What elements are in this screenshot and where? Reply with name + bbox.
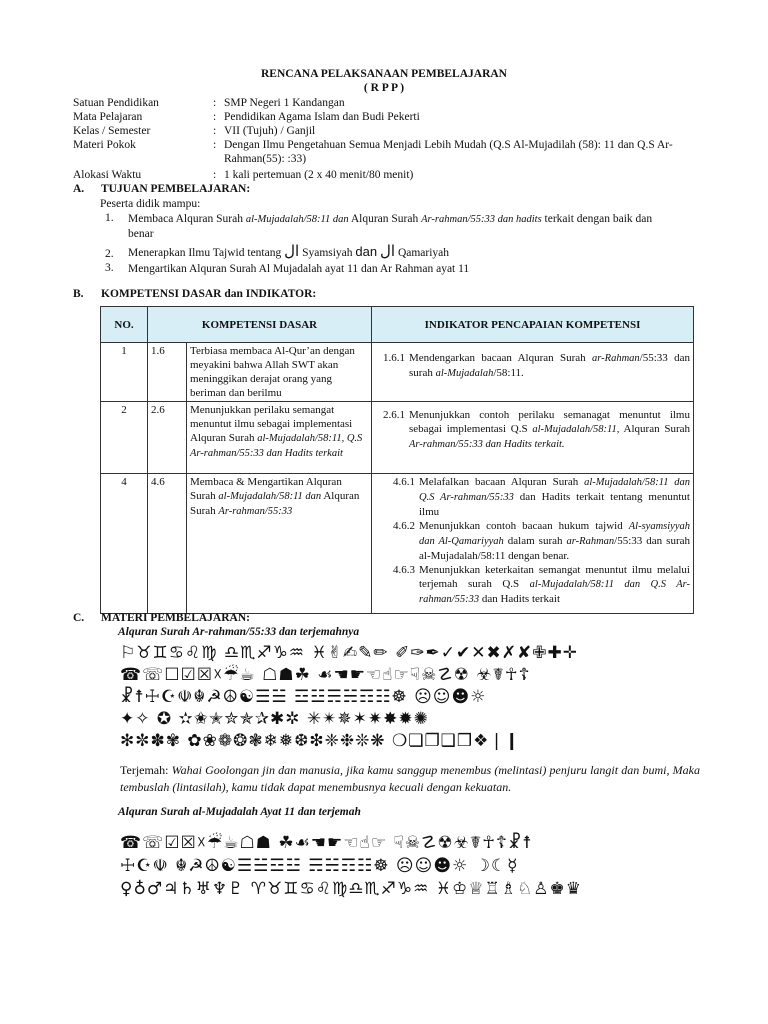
arabic-text: ال (284, 242, 300, 260)
arabic-verse-glyph-line: ☎☏☑☒☓☔☕☖☗ ☘☙☚☛☜☝☞ ☟☠☡☢☣☤☥☦☧☨ (120, 833, 533, 853)
text: Membaca Alquran Surah (128, 213, 246, 225)
section-c-heading (73, 612, 673, 626)
text-italic: ar-Rahman (566, 536, 615, 547)
arabic-verse-glyph-line: ☧☨☩☪☫☬☭☮☯☰☱ ☲☳☴☵☶☷☸ ☹☺☻☼ (120, 687, 487, 707)
terjemah-label: Terjemah: (120, 763, 172, 777)
section-b-heading (73, 288, 673, 302)
text: Menunjukkan contoh perilaku semanagat menuntut ilmu sebagai implementasi Q.S (409, 409, 690, 435)
cell-kd: Terbiasa membaca Al-Qur’an dengan meyakini bahwa Allah SWT akan meninggikan derajat orang yang beriman dan berilmu (187, 343, 372, 402)
cell-no: 2 (101, 402, 148, 474)
text: Menerapkan Ilmu Tajwid tentang (128, 247, 285, 259)
arabic-verse-glyph-line: ⚐♉♊♋♌♍ ♎♏♐♑♒ ♓✌✍✎✏ ✐✑✒✓✔✕✖✗✘✙✚✛ (120, 643, 579, 663)
text: Menunjukkan keterkaitan semangat menuntut ilmu melalui terjemah surah Q.S (419, 564, 690, 590)
table-row (101, 402, 694, 474)
colon: : (213, 125, 217, 137)
table-row (101, 474, 694, 614)
indicator-item (375, 563, 690, 607)
section-title: KOMPETENSI DASAR dan INDIKATOR: (101, 288, 317, 300)
text-italic: al-Mujadalah/58:11 dan (218, 491, 322, 502)
cell-indikator (372, 402, 694, 474)
indicator-text (409, 408, 690, 452)
cell-indikator (372, 343, 694, 402)
section-a-intro: Peserta didik mampu: (100, 198, 201, 210)
cell-no: 1 (101, 343, 148, 402)
indicator-text (419, 563, 690, 607)
colon: : (213, 139, 217, 151)
list-item (128, 244, 688, 260)
text: benar (128, 228, 154, 240)
arabic-text: ال (380, 242, 396, 260)
text: Menunjukkan perilaku semangat menuntut ilmu sebagai implementasi Alquran Surah (190, 404, 353, 444)
text: dan Hadits terkait tentang menuntut ilmu (419, 491, 690, 518)
indicator-text (419, 475, 690, 519)
value-mapel: Pendidikan Agama Islam dan Budi Pekerti (224, 111, 420, 123)
list-number: 2. (105, 248, 114, 260)
document-title: RENCANA PELAKSANAAN PEMBELAJARAN (261, 68, 507, 80)
section-title: TUJUAN PEMBELAJARAN: (101, 183, 251, 195)
indicator-number: 4.6.2 (393, 520, 415, 532)
text: Syamsiyah (299, 247, 356, 259)
value-satuan: SMP Negeri 1 Kandangan (224, 97, 345, 109)
section-letter: C. (73, 612, 85, 624)
text: /58:11. (493, 367, 524, 379)
arabic-verse-glyph-line: ☎☏☐☑☒☓☔☕ ☖☗☘ ☙☚☛☜☝☞☟☠☡☢ ☣☤☥☦ (120, 665, 531, 685)
text: /55:33 dan surah (409, 352, 691, 379)
list-number: 3. (105, 262, 114, 274)
text: Alquran Surah (190, 490, 360, 517)
text: Qamariyah (395, 247, 450, 259)
text: Alquran Surah (619, 423, 691, 435)
text-italic: Al-syamsiyyah dan Al-Qamariyyah (419, 521, 690, 547)
text: Menunjukkan contoh bacaan hukum tajwid (419, 520, 629, 532)
surah-ar-rahman-heading: Alquran Surah Ar-rahman/55:33 dan terjemahnya (118, 626, 360, 638)
text: dalam surah (503, 535, 567, 547)
arabic-verse-glyph-line: ☩☪☫ ☬☭☮☯☰☱☲☳ ☴☵☶☷☸ ☹☺☻☼ ☽☾☿ (120, 856, 519, 876)
text: /55:33 dan surah al-Mujadalah/58:11 dengan benar. (419, 535, 691, 562)
text: dan (355, 244, 378, 259)
text-italic: al-Mujadalah/58:11, (532, 424, 620, 435)
section-a-heading (73, 183, 673, 197)
text: Membaca & Mengartikan Alquran Surah (190, 476, 342, 502)
arabic-verse-glyph-line: ✦✧ ✪ ✫✬✭✮✯✰✱✲ ✳✴✵✶✷✸✹✺ (120, 709, 429, 729)
cell-kd (187, 474, 372, 614)
terjemah-text: Wahai Goolongan jin dan manusia, jika kamu sanggup menembus (melintasi) penjuru langit dan bumi, Maka tembuslah (lintasilah), kamu tidak dapat menembusnya kecuali dengan kekuatan. (120, 763, 700, 794)
text-italic: ar-Rahman (592, 353, 640, 364)
value-materi: Dengan Ilmu Pengetahuan Semua Menjadi Lebih Mudah (Q.S Al-Mujadilah (58): 11 dan Q.S Ar- (224, 139, 673, 151)
label-satuan: Satuan Pendidikan (73, 97, 159, 109)
text-italic: al-Mujadalah/58:11 dan Q.S Ar-rahman/55:33 (419, 477, 690, 503)
value-materi-line2: Rahman(55): :33) (224, 153, 307, 165)
label-materi: Materi Pokok (73, 139, 136, 151)
cell-kd (187, 402, 372, 474)
label-alokasi: Alokasi Waktu (73, 169, 142, 181)
label-kelas: Kelas / Semester (73, 125, 151, 137)
header-indikator: INDIKATOR PENCAPAIAN KOMPETENSI (372, 307, 694, 343)
list-item (128, 212, 688, 241)
cell-kd-number: 1.6 (148, 343, 187, 402)
colon: : (213, 111, 217, 123)
header-no: NO. (101, 307, 148, 343)
text: terkait dengan baik dan (541, 213, 653, 225)
indicator-number: 1.6.1 (383, 352, 405, 364)
section-letter: B. (73, 288, 84, 300)
header-kd: KOMPETENSI DASAR (148, 307, 372, 343)
text-italic: Ar-rahman/55:33 dan hadits (421, 214, 542, 225)
section-letter: A. (73, 183, 85, 195)
cell-indikator (372, 474, 694, 614)
cell-kd-number: 4.6 (148, 474, 187, 614)
indicator-number: 2.6.1 (383, 409, 405, 421)
indicator-number: 4.6.3 (393, 564, 415, 576)
text: Mendengarkan bacaan Alquran Surah (409, 352, 593, 364)
colon: : (213, 97, 217, 109)
indicator-item (375, 408, 690, 452)
document-subtitle: ( R P P ) (363, 82, 405, 94)
indicator-item (375, 519, 690, 563)
text: Melafalkan bacaan Alquran Surah (419, 476, 585, 488)
text-italic: al-Mujadalah/58:11, Q.S Ar-rahman/55:33 dan Hadits terkait (190, 433, 363, 459)
surah-al-mujadalah-heading: Alquran Surah al-Mujadalah Ayat 11 dan terjemah (118, 806, 361, 818)
indicator-number: 4.6.1 (393, 476, 415, 488)
table-header-row (101, 307, 694, 343)
text-italic: Ar-rahman/55:33 (218, 506, 293, 517)
text: Alquran Surah (348, 213, 422, 225)
terjemah-ar-rahman (120, 762, 700, 796)
indicator-text (419, 519, 690, 563)
text-italic: al-Mujadalah/58:11 dan (245, 214, 349, 225)
section-title: MATERI PEMBELAJARAN: (101, 612, 250, 624)
colon: : (213, 169, 217, 181)
list-item: Mengartikan Alquran Surah Al Mujadalah ayat 11 dan Ar Rahman ayat 11 (128, 263, 470, 275)
indicator-text (409, 351, 690, 381)
arabic-verse-glyph-line: ✻✼✽✾ ✿❀❁❂❃❄❅❆❇❈❉❊❋ ❍❏❐❑❒❖❘❙ (120, 731, 520, 751)
value-kelas: VII (Tujuh) / Ganjil (224, 125, 316, 137)
table-row (101, 343, 694, 402)
kompetensi-table (100, 306, 694, 614)
indicator-item (375, 351, 690, 381)
list-number: 1. (105, 212, 114, 224)
cell-kd-number: 2.6 (148, 402, 187, 474)
text-italic: al-Mujadalah (435, 368, 494, 379)
value-alokasi: 1 kali pertemuan (2 x 40 menit/80 menit) (224, 169, 414, 181)
text-italic: Ar-rahman/55:33 dan Hadits terkait. (409, 439, 565, 450)
text: dan Hadits terkait (479, 593, 561, 605)
label-mapel: Mata Pelajaran (73, 111, 143, 123)
cell-no: 4 (101, 474, 148, 614)
text-italic: al-Mujadalah/58:11 dan Q.S Ar-rahman/55:33 (419, 579, 690, 605)
arabic-verse-glyph-line: ♀♁♂♃♄♅♆♇ ♈♉♊♋♌♍♎♏♐♑♒ ♓♔♕♖♗♘♙♚♛ (120, 879, 582, 899)
indicator-item (375, 475, 690, 519)
